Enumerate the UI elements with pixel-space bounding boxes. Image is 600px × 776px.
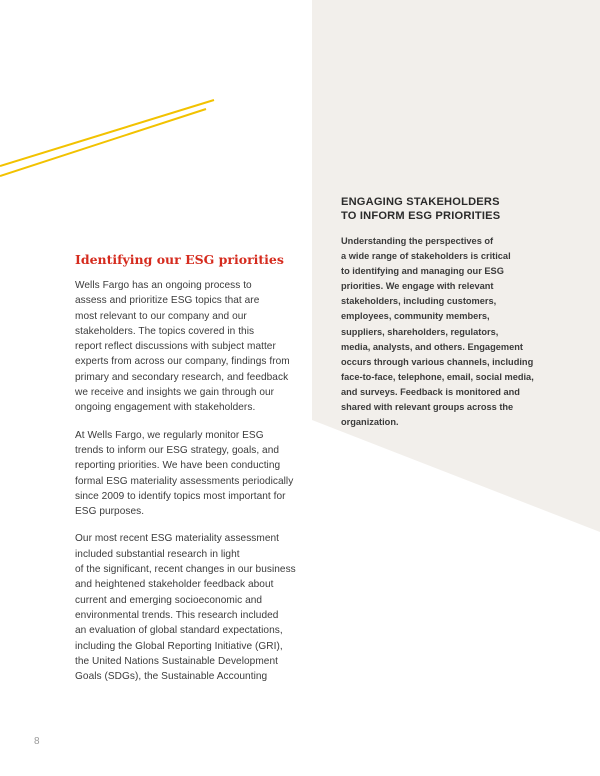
callout-text-line: and surveys. Feedback is monitored and xyxy=(341,386,520,397)
body-paragraph-2 xyxy=(75,428,297,520)
callout-title-line: TO INFORM ESG PRIORITIES xyxy=(341,210,501,222)
text-line: ESG purposes. xyxy=(75,506,145,518)
text-line: and heightened stakeholder feedback about xyxy=(75,579,274,591)
text-line: of the significant, recent changes in our business xyxy=(75,564,296,576)
text-line: most relevant to our company and our xyxy=(75,310,247,322)
text-line: current and emerging socioeconomic and xyxy=(75,594,263,606)
text-line: Our most recent ESG materiality assessment xyxy=(75,533,280,545)
text-line: since 2009 to identify topics most important for xyxy=(75,490,286,502)
callout-text-line: employees, community members, xyxy=(341,311,490,322)
stakeholder-callout xyxy=(341,195,541,430)
callout-text-line: Understanding the perspectives of xyxy=(341,236,494,246)
page-number: 8 xyxy=(34,736,40,747)
text-line: the United Nations Sustainable Development xyxy=(75,655,278,667)
callout-text-line: to identifying and managing our ESG xyxy=(341,266,504,277)
callout-text-line: media, analysts, and others. Engagement xyxy=(341,341,523,352)
callout-text-line: organization. xyxy=(341,417,399,428)
text-line: experts from across our company, findings from xyxy=(75,356,290,368)
text-line: reporting priorities. We have been conducting xyxy=(75,460,281,472)
text-line: Goals (SDGs), the Sustainable Accounting xyxy=(75,671,268,683)
text-line: ongoing engagement with stakeholders. xyxy=(75,402,256,414)
text-line: formal ESG materiality assessments periodically xyxy=(75,475,294,487)
text-line: assess and prioritize ESG topics that are xyxy=(75,295,260,307)
callout-title-line: ENGAGING STAKEHOLDERS xyxy=(341,196,500,208)
text-line: At Wells Fargo, we regularly monitor ESG xyxy=(75,429,264,441)
text-line: primary and secondary research, and feedback xyxy=(75,371,289,383)
body-paragraph-1 xyxy=(75,278,297,416)
callout-title xyxy=(341,195,541,223)
text-line: including the Global Reporting Initiative (GRI), xyxy=(75,640,283,652)
callout-body xyxy=(341,234,541,430)
callout-text-line: priorities. We engage with relevant xyxy=(341,281,494,292)
text-line: environmental trends. This research included xyxy=(75,609,279,621)
text-line: we receive and insights we gain through our xyxy=(75,387,275,399)
callout-text-line: a wide range of stakeholders is critical xyxy=(341,251,511,262)
section-heading: Identifying our ESG priorities xyxy=(75,252,284,267)
callout-text-line: stakeholders, including customers, xyxy=(341,296,497,307)
text-line: stakeholders. The topics covered in this xyxy=(75,325,255,337)
text-line: report reflect discussions with subject matter xyxy=(75,341,276,353)
callout-text-line: face-to-face, telephone, email, social media, xyxy=(341,371,534,382)
text-line: an evaluation of global standard expectations, xyxy=(75,625,283,637)
text-line: Wells Fargo has an ongoing process to xyxy=(75,280,252,291)
main-content xyxy=(75,252,297,696)
callout-text-line: shared with relevant groups across the xyxy=(341,402,514,413)
body-paragraph-3 xyxy=(75,531,297,684)
callout-text-line: suppliers, shareholders, regulators, xyxy=(341,326,499,337)
callout-text-line: occurs through various channels, including xyxy=(341,356,534,367)
text-line: included substantial research in light xyxy=(75,548,240,560)
text-line: trends to inform our ESG strategy, goals, and xyxy=(75,444,280,456)
